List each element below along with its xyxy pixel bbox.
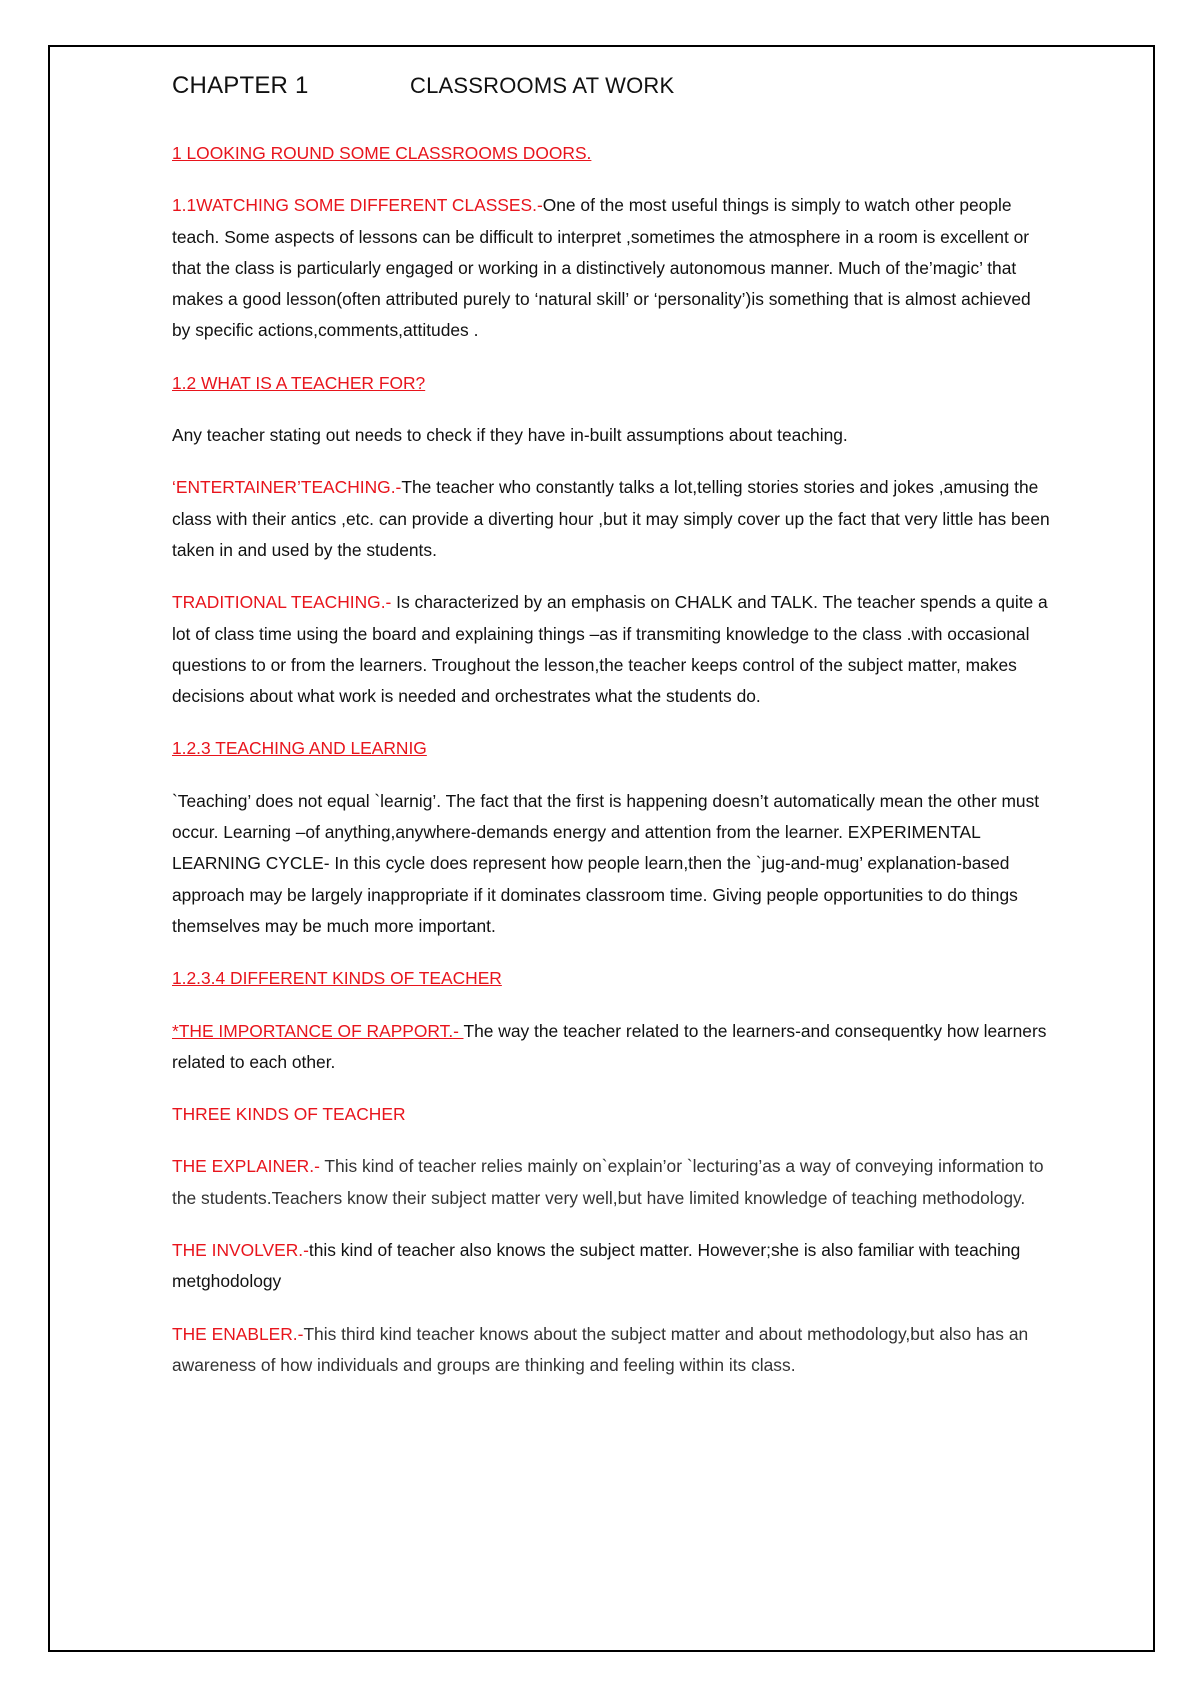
section-1-2-3-4-heading: 1.2.3.4 DIFFERENT KINDS OF TEACHER (172, 968, 502, 989)
explainer-paragraph (172, 1151, 1052, 1214)
chapter-number: CHAPTER 1 (172, 72, 309, 99)
involver-text: this kind of teacher also knows the subject matter. However;she is also familiar with teaching metghodology (172, 1240, 1021, 1292)
section-1-heading: 1 LOOKING ROUND SOME CLASSROOMS DOORS. (172, 143, 592, 163)
section-1-1-heading: 1.1WATCHING SOME DIFFERENT CLASSES.- (172, 195, 543, 216)
section-1-2-3-heading: 1.2.3 TEACHING AND LEARNIG (172, 738, 427, 759)
entertainer-teaching-paragraph (172, 472, 1052, 566)
section-1-2-heading: 1.2 WHAT IS A TEACHER FOR? (172, 372, 426, 393)
rapport-text: The way the teacher related to the learners-and consequentky how learners related to each other. (172, 1020, 1047, 1072)
traditional-teaching-paragraph (172, 587, 1052, 712)
section-1-2 (172, 368, 1052, 399)
section-1-2-intro-text: Any teacher stating out needs to check if they have in-built assumptions about teaching. (172, 425, 848, 446)
explainer-text: This kind of teacher relies mainly on`explain’or `lecturing’as a way of conveying information to the students.Teachers know their subject matter very well,but have limited knowledge of teaching methodology. (172, 1156, 1044, 1208)
involver-label: THE INVOLVER.- (172, 1240, 309, 1261)
chapter-header (172, 72, 1052, 120)
section-1-2-3-text: `Teaching’ does not equal `learnig’. The fact that the first is happening doesn’t automatically mean the other must occur. Learning –of anything,anywhere-demands energy and attention from the learner. EXPERIMENTAL LEARNING CYCLE- In this cycle does represent how people learn,then the `jug-and-mug’ explanation-based approach may be largely inappropriate if it dominates classroom time. Giving people opportunities to do things themselves may be much more important. (172, 790, 1040, 936)
section-1-1-text: One of the most useful things is simply to watch other people teach. Some aspects of lessons can be difficult to interpret ,sometimes the atmosphere in a room is excellent or that the class is particularly engaged or working in a distinctively autonomous manner. Much of the’magic’ that makes a good lesson(often attributed purely to ‘natural skill’ or ‘personality’)is something that is almost achieved by specific actions,comments,attitudes . (172, 195, 1031, 341)
section-1-2-3 (172, 733, 1052, 764)
entertainer-teaching-text: The teacher who constantly talks a lot,telling stories stories and jokes ,amusing the class with their antics ,etc. can provide a diverting hour ,but it may simply cover up the fact that very little has been taken in and used by the students. (172, 477, 1050, 560)
section-1-1 (172, 190, 1052, 346)
enabler-label: THE ENABLER.- (172, 1323, 304, 1344)
traditional-teaching-label: TRADITIONAL TEACHING.- (172, 592, 397, 613)
enabler-text: This third kind teacher knows about the subject matter and about methodology,but also has an awareness of how individuals and groups are thinking and feeling within its class. (172, 1323, 1029, 1375)
section-1-2-3-paragraph (172, 786, 1052, 942)
rapport-paragraph (172, 1016, 1052, 1079)
rapport-label: *THE IMPORTANCE OF RAPPORT.- (172, 1020, 464, 1041)
explainer-label: THE EXPLAINER.- (172, 1156, 320, 1177)
traditional-teaching-text: Is characterized by an emphasis on CHALK and TALK. The teacher spends a quite a lot of class time using the board and explaining things –as if transmiting knowledge to the class .with occasional questions to or from the learners. Troughout the lesson,the teacher keeps control of the subject matter, makes decisions about what work is needed and orchestrates what the students do. (172, 592, 1048, 707)
section-1-2-3-4 (172, 963, 1052, 994)
involver-paragraph (172, 1235, 1052, 1298)
three-kinds-heading: THREE KINDS OF TEACHER (172, 1104, 406, 1125)
chapter-title: CLASSROOMS AT WORK (410, 73, 675, 98)
section-1 (172, 138, 1052, 169)
section-1-2-intro (172, 420, 1052, 451)
three-kinds-paragraph (172, 1099, 1052, 1130)
entertainer-teaching-label: ‘ENTERTAINER’TEACHING.- (172, 477, 402, 498)
document-body (172, 72, 1052, 1402)
enabler-paragraph (172, 1319, 1052, 1382)
